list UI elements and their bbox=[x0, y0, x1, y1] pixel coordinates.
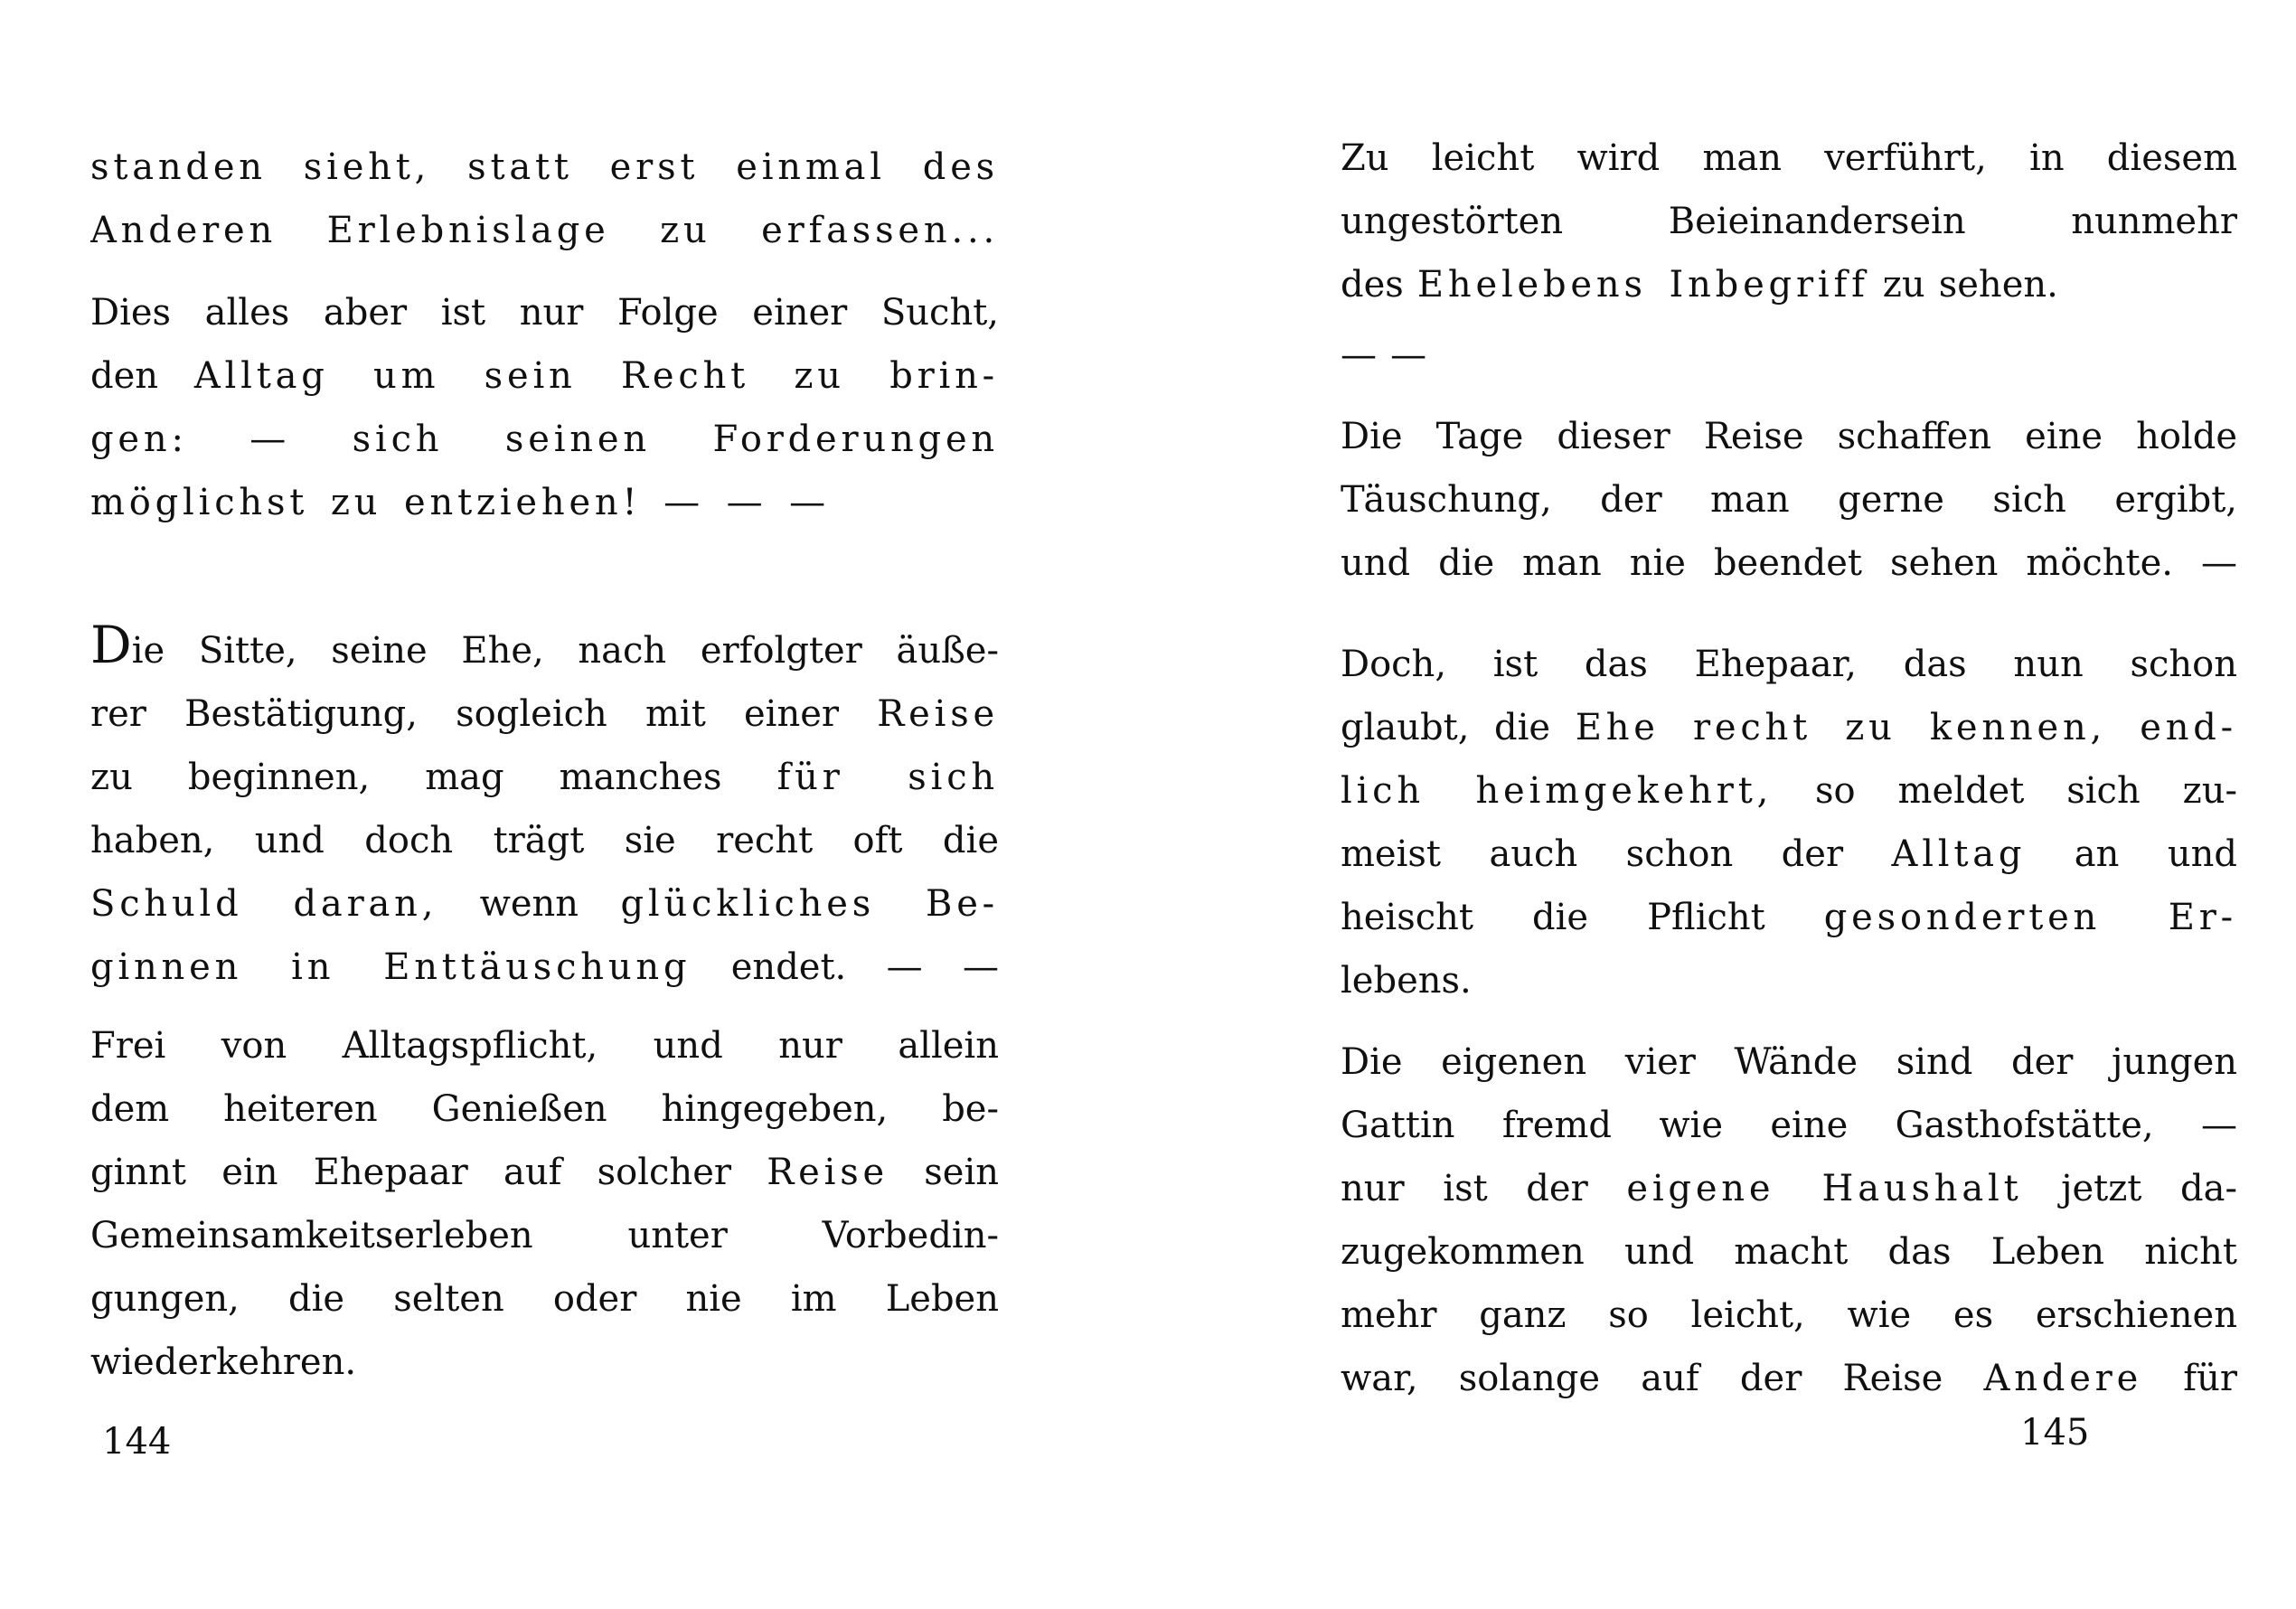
text-line bbox=[1341, 1030, 2237, 1094]
text-line bbox=[1341, 532, 2237, 595]
page-number-right: 145 bbox=[2020, 1412, 2090, 1454]
letterspaced-text: eigene Haushalt bbox=[1626, 1168, 2023, 1209]
text-segment: ungestörten Beieinandersein nunmehr bbox=[1341, 201, 2237, 242]
letterspaced-text: standen sieht, statt erst einmal des bbox=[90, 146, 999, 188]
text-segment: an und bbox=[2026, 833, 2237, 875]
letterspaced-text: möglichst zu entziehen! — — — bbox=[90, 482, 830, 523]
text-line bbox=[1341, 1220, 2237, 1284]
right-page-text bbox=[1341, 127, 2237, 1410]
paragraph bbox=[1341, 1030, 2237, 1410]
text-line bbox=[90, 408, 999, 471]
letterspaced-text: für sich bbox=[776, 757, 999, 798]
letterspaced-text: Alltag um sein Recht zu brin- bbox=[193, 355, 999, 397]
text-line bbox=[90, 136, 999, 199]
text-segment: — — bbox=[1341, 334, 1427, 376]
letterspaced-text: Reise bbox=[767, 1152, 889, 1193]
text-segment: gungen, die selten oder nie im Leben bbox=[90, 1278, 999, 1320]
paragraph bbox=[90, 281, 999, 534]
text-line bbox=[1341, 886, 2237, 949]
paragraph bbox=[90, 1014, 999, 1394]
letterspaced-text: glückliches Be- bbox=[620, 883, 999, 925]
text-line bbox=[1341, 253, 2237, 316]
text-segment: des bbox=[1341, 264, 1417, 306]
letterspaced-text: lich heimgekehrt, bbox=[1341, 770, 1774, 812]
text-segment: zu beginnen, mag manches bbox=[90, 757, 777, 798]
letterspaced-text: Anderen Erlebnislage zu erfassen... bbox=[90, 210, 999, 251]
text-segment: Gattin fremd wie eine Gasthofstätte, — bbox=[1341, 1105, 2237, 1146]
text-segment: Dies alles aber ist nur Folge einer Sucht, bbox=[90, 292, 999, 334]
letterspaced-text: gen: — sich seinen Forderungen bbox=[90, 419, 999, 460]
text-line bbox=[1341, 468, 2237, 532]
text-segment: zugekommen und macht das Leben nicht bbox=[1341, 1231, 2237, 1273]
text-line bbox=[1341, 633, 2237, 696]
text-line bbox=[1341, 324, 2237, 387]
paragraph bbox=[90, 619, 999, 999]
text-line bbox=[90, 619, 999, 682]
text-line bbox=[1341, 1094, 2237, 1157]
text-segment: rer Bestätigung, sogleich mit einer bbox=[90, 693, 878, 735]
letterspaced-text: Ehe recht zu kennen, end- bbox=[1575, 707, 2237, 748]
text-segment: Täuschung, der man gerne sich ergibt, bbox=[1341, 479, 2237, 521]
letterspaced-text: Andere bbox=[1983, 1358, 2143, 1399]
text-line bbox=[90, 809, 999, 872]
text-line bbox=[1341, 1347, 2237, 1410]
paragraph bbox=[1341, 405, 2237, 595]
text-line bbox=[90, 872, 999, 936]
text-line bbox=[90, 1331, 999, 1394]
text-line bbox=[1341, 1157, 2237, 1220]
letterspaced-text: Alltag bbox=[1891, 833, 2027, 875]
text-line bbox=[90, 1014, 999, 1077]
text-segment: Gemeinsamkeitserleben unter Vorbedin- bbox=[90, 1215, 999, 1256]
text-line bbox=[90, 199, 999, 262]
text-segment: war, solange auf der Reise bbox=[1341, 1358, 1984, 1399]
text-segment: den bbox=[90, 355, 194, 397]
text-segment: meist auch schon der bbox=[1341, 833, 1892, 875]
text-line bbox=[1341, 696, 2237, 759]
paragraph bbox=[1341, 633, 2237, 1012]
text-segment: wiederkehren. bbox=[90, 1341, 357, 1383]
page-number-left: 144 bbox=[102, 1421, 172, 1463]
text-segment: jetzt da- bbox=[2022, 1168, 2237, 1209]
text-segment: haben, und doch trägt sie recht oft die bbox=[90, 820, 999, 861]
text-line bbox=[1341, 405, 2237, 468]
letterspaced-text: Ehelebens Inbegriff bbox=[1416, 264, 1869, 306]
text-line bbox=[90, 344, 999, 408]
text-segment: Die Tage dieser Reise schaffen eine holde bbox=[1341, 416, 2237, 457]
text-segment: Die eigenen vier Wände sind der jungen bbox=[1341, 1041, 2237, 1083]
text-line bbox=[1341, 823, 2237, 886]
letterspaced-text: gesonderten Er- bbox=[1823, 897, 2237, 938]
text-segment: ginnt ein Ehepaar auf solcher bbox=[90, 1152, 767, 1193]
letterspaced-text: Schuld daran, bbox=[90, 883, 438, 925]
text-segment: endet. — — bbox=[691, 946, 999, 988]
text-segment: für bbox=[2142, 1358, 2237, 1399]
text-segment: mehr ganz so leicht, wie es erschienen bbox=[1341, 1294, 2237, 1336]
text-line bbox=[1341, 759, 2237, 823]
text-segment: lebens. bbox=[1341, 960, 1472, 1002]
text-line bbox=[1341, 127, 2237, 190]
letterspaced-text: Reise bbox=[877, 693, 999, 735]
text-line bbox=[90, 936, 999, 999]
left-page-text bbox=[90, 136, 999, 1394]
text-line bbox=[90, 1077, 999, 1141]
text-segment: Frei von Alltagspflicht, und nur allein bbox=[90, 1025, 999, 1067]
text-segment: zu sehen. bbox=[1868, 264, 2058, 306]
text-segment: sein bbox=[889, 1152, 999, 1193]
text-line bbox=[90, 682, 999, 746]
text-line bbox=[90, 746, 999, 809]
text-line bbox=[90, 1204, 999, 1267]
text-segment: und die man nie beendet sehen möchte. — bbox=[1341, 542, 2237, 584]
paragraph bbox=[90, 136, 999, 262]
text-segment: Zu leicht wird man verführt, in diesem bbox=[1341, 137, 2237, 179]
text-segment: ie Sitte, seine Ehe, nach erfolgter äuße- bbox=[131, 630, 999, 672]
text-line bbox=[1341, 949, 2237, 1012]
text-segment: wenn bbox=[438, 883, 621, 925]
text-line bbox=[90, 471, 999, 534]
text-line bbox=[1341, 190, 2237, 253]
text-line bbox=[1341, 1284, 2237, 1347]
text-line bbox=[90, 281, 999, 344]
text-segment: dem heiteren Genießen hingegeben, be- bbox=[90, 1088, 999, 1130]
text-line bbox=[90, 1141, 999, 1204]
letterspaced-text: ginnen in Enttäuschung bbox=[90, 946, 692, 988]
paragraph bbox=[1341, 324, 2237, 387]
text-segment: glaubt, die bbox=[1341, 707, 1576, 748]
paragraph bbox=[1341, 127, 2237, 316]
text-segment: Doch, ist das Ehepaar, das nun schon bbox=[1341, 644, 2237, 685]
text-segment: so meldet sich zu- bbox=[1773, 770, 2237, 812]
initial-capital: D bbox=[90, 619, 132, 675]
text-segment: nur ist der bbox=[1341, 1168, 1627, 1209]
text-line bbox=[90, 1267, 999, 1331]
text-segment: heischt die Pflicht bbox=[1341, 897, 1824, 938]
